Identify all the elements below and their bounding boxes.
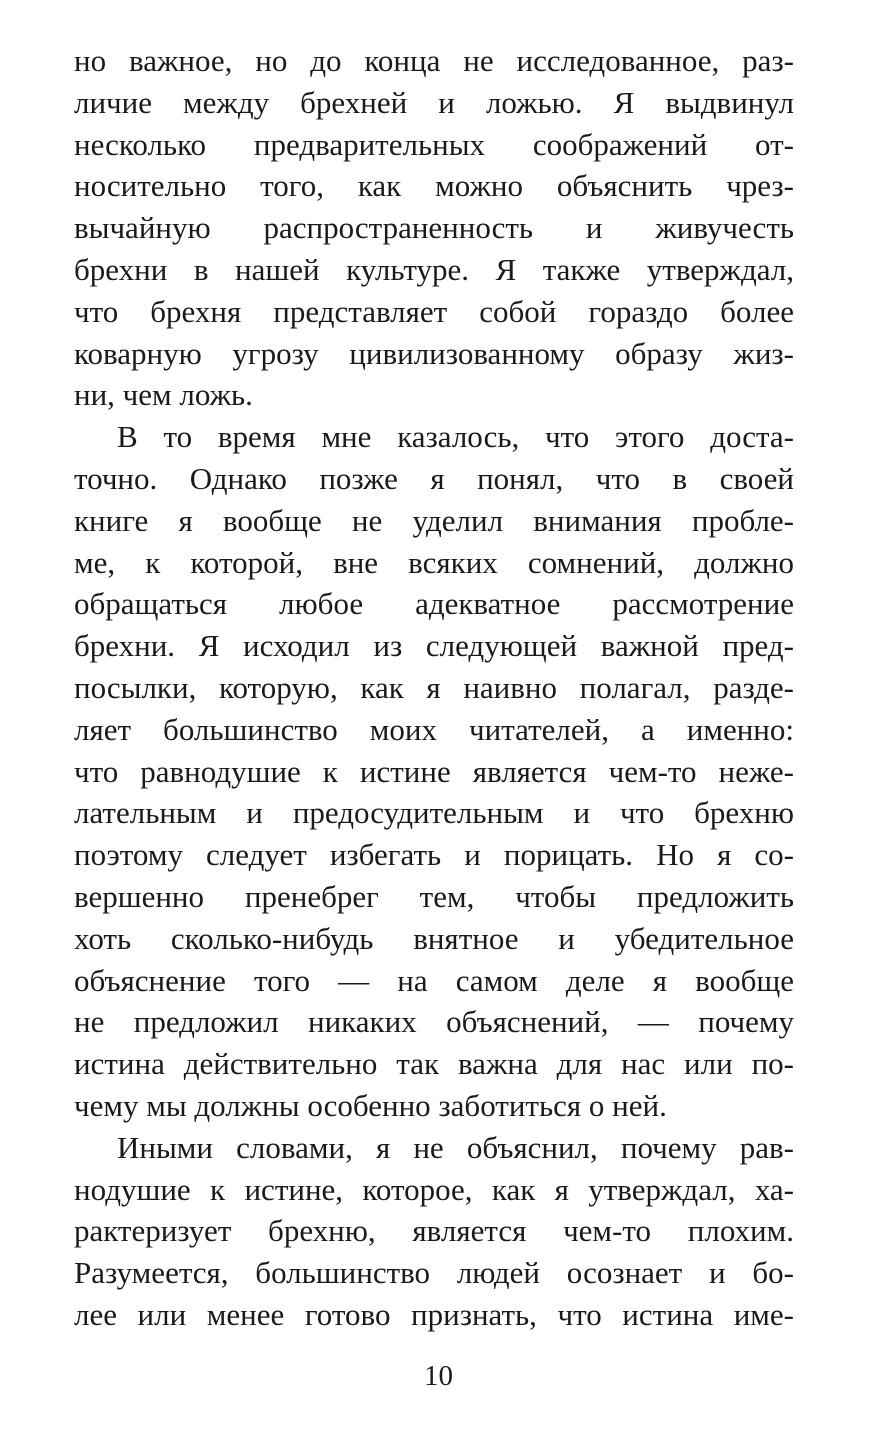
text-line: В то время мне казалось, что этого доста-: [117, 419, 794, 455]
text-line: книге я вообще не уделил внимания пробле-: [74, 502, 794, 538]
text-line: поэтому следует избегать и порицать. Но я со-: [74, 837, 794, 873]
text-line: ни, чем ложь.: [74, 377, 253, 413]
text-line: не предложил никаких объяснений, — почему: [74, 1004, 794, 1040]
text-line: несколько предварительных соображений от-: [74, 126, 794, 162]
text-line: коварную угрозу цивилизованному образу жиз-: [74, 335, 794, 371]
text-line: Иными словами, я не объяснил, почему рав-: [117, 1129, 794, 1165]
text-line: обращаться любое адекватное рассмотрение: [74, 586, 794, 622]
text-line: чему мы должны особенно заботиться о ней.: [74, 1087, 667, 1123]
text-line: что равнодушие к истине является чем-то неже-: [74, 753, 794, 789]
text-line: личие между брехней и ложью. Я выдвинул: [74, 84, 794, 120]
text-line: точно. Однако позже я понял, что в своей: [74, 460, 794, 496]
text-line: носительно того, как можно объяснить чрез-: [74, 168, 794, 204]
text-line: лательным и предосудительным и что брехню: [74, 795, 794, 831]
text-line: хоть сколько-нибудь внятное и убедительное: [74, 920, 794, 956]
text-line: нодушие к истине, которое, как я утверждал, ха-: [74, 1171, 794, 1207]
text-line: рактеризует брехню, является чем-то плохим.: [74, 1213, 794, 1249]
text-line: но важное, но до конца не исследованное, раз-: [74, 43, 794, 78]
text-line: Разумеется, большинство людей осознает и бо-: [74, 1255, 794, 1291]
text-line: ме, к которой, вне всяких сомнений, должно: [74, 544, 794, 580]
text-line: что брехня представляет собой гораздо более: [74, 293, 794, 329]
text-line: брехни. Я исходил из следующей важной пред-: [74, 628, 794, 664]
page-number: 10: [424, 1360, 453, 1392]
text-line: посылки, которую, как я наивно полагал, разде-: [74, 669, 794, 705]
text-line: лее или менее готово признать, что истина име-: [74, 1296, 794, 1332]
text-line: вычайную распространенность и живучесть: [74, 210, 794, 246]
text-line: ляет большинство моих читателей, а именно:: [74, 711, 794, 747]
text-line: объяснение того — на самом деле я вообще: [74, 962, 794, 998]
body-text: [74, 40, 794, 1336]
text-line: истина действительно так важна для нас или по-: [74, 1046, 794, 1082]
text-line: брехни в нашей культуре. Я также утверждал,: [74, 251, 794, 287]
text-line: вершенно пренебрег тем, чтобы предложить: [74, 878, 794, 914]
